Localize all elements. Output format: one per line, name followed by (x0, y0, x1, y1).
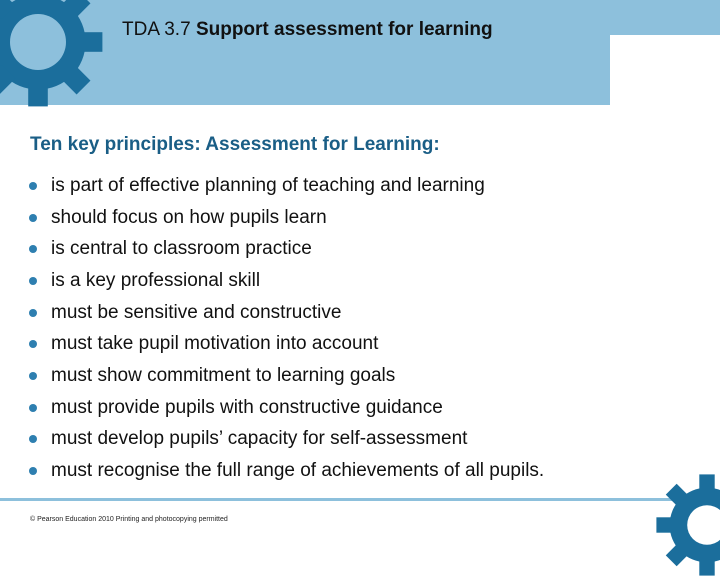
list-item (29, 455, 544, 487)
list-item (29, 265, 544, 297)
unit-title: Support assessment for learning (195, 19, 493, 40)
bullet-icon (29, 404, 37, 412)
copyright-notice: © Pearson Education 2010 Printing and photocopying permitted (30, 516, 228, 523)
bullet-icon (29, 245, 37, 253)
gear-icon (652, 470, 720, 580)
list-item-text: must be sensitive and constructive (51, 301, 342, 323)
bullet-icon (29, 309, 37, 317)
unit-code: TDA 3.7 (122, 19, 191, 40)
page-title (122, 19, 493, 41)
list-item (29, 297, 544, 329)
bullet-icon (29, 435, 37, 443)
list-item-text: must recognise the full range of achievements of all pupils. (51, 460, 545, 482)
list-item-text: is a key professional skill (51, 269, 261, 291)
bullet-icon (29, 277, 37, 285)
banner-cutout (610, 35, 720, 105)
list-item-text: must develop pupils’ capacity for self-assessment (51, 428, 468, 450)
list-item (29, 392, 544, 424)
list-item-text: must show commitment to learning goals (51, 364, 396, 386)
list-item (29, 233, 544, 265)
principles-list (29, 170, 544, 487)
footer-divider (0, 498, 690, 501)
list-item-text: should focus on how pupils learn (51, 206, 327, 228)
list-item-text: must take pupil motivation into account (51, 333, 379, 355)
list-item-text: is part of effective planning of teaching and learning (51, 174, 485, 196)
bullet-icon (29, 340, 37, 348)
list-item-text: must provide pupils with constructive guidance (51, 396, 443, 418)
section-heading: Ten key principles: Assessment for Learning: (30, 134, 440, 155)
gear-icon (0, 0, 108, 112)
bullet-icon (29, 214, 37, 222)
bullet-icon (29, 372, 37, 380)
bullet-icon (29, 467, 37, 475)
list-item (29, 170, 544, 202)
list-item (29, 328, 544, 360)
list-item (29, 202, 544, 234)
bullet-icon (29, 182, 37, 190)
list-item-text: is central to classroom practice (51, 238, 312, 260)
list-item (29, 360, 544, 392)
list-item (29, 424, 544, 456)
